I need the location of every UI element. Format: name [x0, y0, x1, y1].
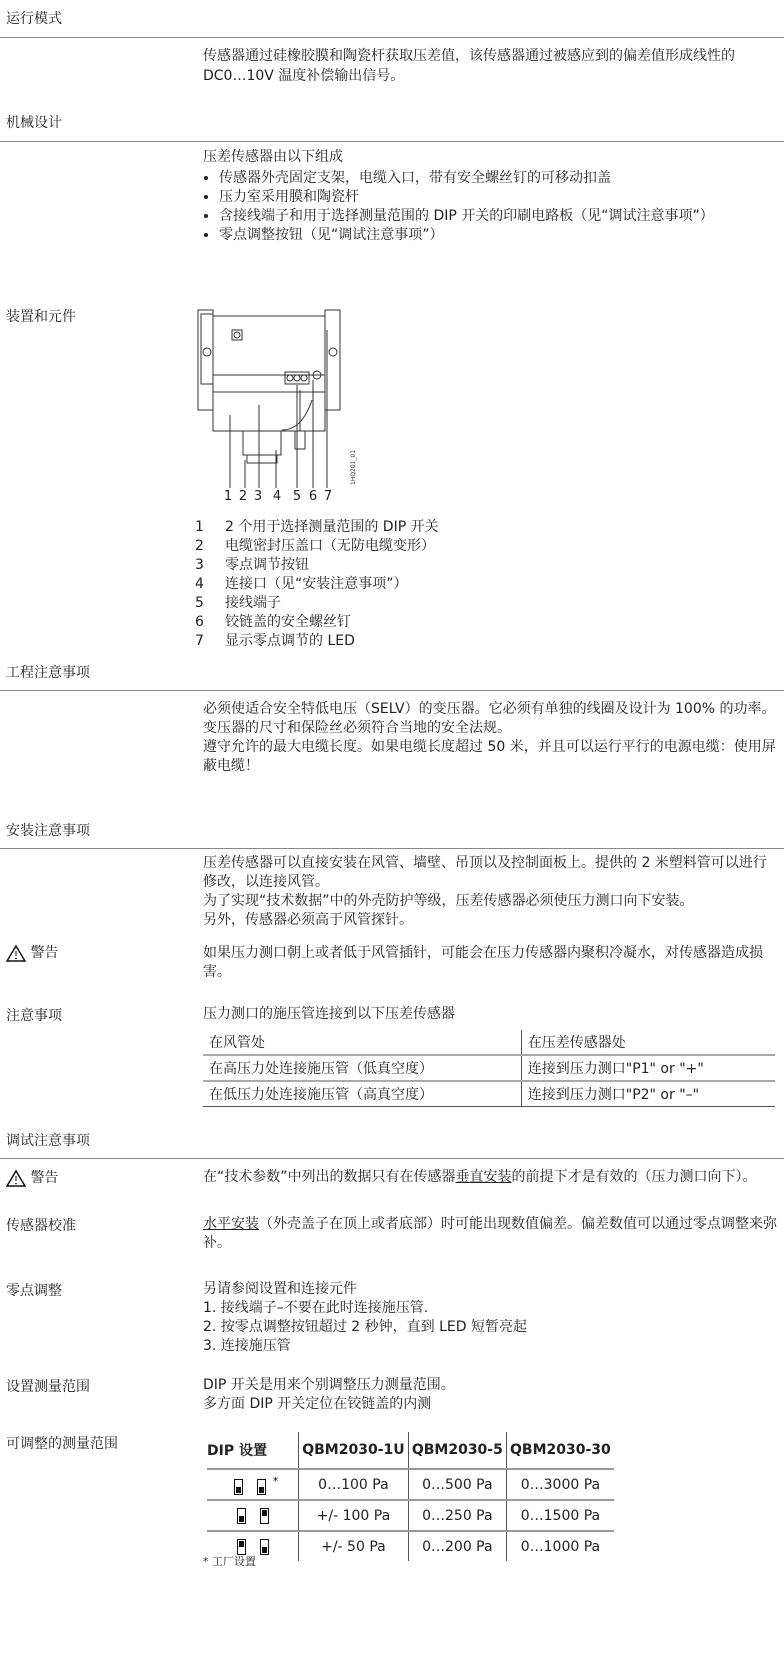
mounting-note-text: 压力测口的施压管连接到以下压差传感器	[203, 1006, 455, 1022]
footnote: * 工厂设置	[203, 1555, 256, 1568]
range-label: 设置测量范围	[6, 1379, 90, 1395]
header-cell: QBM2030-30	[506, 1432, 614, 1469]
mounting-content	[203, 854, 778, 930]
zero-step: 3. 连接施压管	[203, 1338, 291, 1354]
dip-switch-down-icon	[234, 1479, 243, 1495]
device-diagram	[190, 300, 370, 505]
connection-table	[203, 1030, 775, 1107]
callout-6: 6	[308, 489, 318, 504]
cell: 0…1000 Pa	[506, 1531, 614, 1561]
legend-item: 2 电缆密封压盖口（无防电缆变形）	[195, 538, 435, 554]
zero-step: 2. 按零点调整按钮超过 2 秒钟，直到 LED 短暂亮起	[203, 1319, 527, 1335]
divider	[0, 1158, 784, 1159]
cell: 0…200 Pa	[408, 1531, 506, 1561]
adjustable-range-label: 可调整的测量范围	[6, 1436, 118, 1452]
list-item: • 含接线端子和用于选择测量范围的 DIP 开关的印刷电路板（见“调试注意事项”）	[219, 207, 739, 226]
mounting-warning-text: 如果压力测口朝上或者低于风管插针，可能会在压力传感器内聚积冷凝水，对传感器造成损害。	[203, 945, 763, 980]
mounting-p3: 另外，传感器必须高于风管探针。	[203, 912, 413, 928]
legend-item: 4 连接口（见“安装注意事项”）	[195, 576, 408, 592]
table-header-row	[203, 1030, 775, 1055]
table-row	[203, 1055, 775, 1081]
components-label: 装置和元件	[6, 309, 76, 325]
cell: +/- 50 Pa	[299, 1531, 409, 1561]
header-cell: QBM2030-1U	[299, 1432, 409, 1469]
mechanical-list	[203, 169, 778, 245]
section-title-mechanical: 机械设计	[6, 115, 62, 131]
legend-item: 7 显示零点调节的 LED	[195, 633, 355, 649]
header-cell: 在风管处	[203, 1030, 521, 1055]
cell: 0…500 Pa	[408, 1469, 506, 1500]
zero-label: 零点调整	[6, 1283, 62, 1299]
section-title-mounting: 安装注意事项	[6, 823, 90, 839]
range-p2: 多方面 DIP 开关定位在铰链盖的内测	[203, 1396, 432, 1412]
callout-1: 1	[223, 489, 233, 504]
section-title-operation: 运行模式	[6, 11, 62, 27]
mounting-p1: 压差传感器可以直接安装在风管、墙壁、吊顶以及控制面板上。提供的 2 米塑料管可以进行修改，以连接风管。	[203, 855, 767, 890]
commissioning-warning-label: 警告	[6, 1167, 58, 1187]
divider	[0, 848, 784, 849]
dip-switch-up-icon	[260, 1508, 269, 1524]
list-item: • 传感器外壳固定支架，电缆入口，带有安全螺丝钉的可移动扣盖	[219, 169, 778, 188]
dip-switch-down-icon	[257, 1479, 266, 1495]
zero-intro: 另请参阅设置和连接元件	[203, 1281, 357, 1297]
mounting-warning-label: 警告	[6, 942, 58, 962]
dip-switch-down-icon	[237, 1508, 246, 1524]
legend-item: 1 2 个用于选择测量范围的 DIP 开关	[195, 519, 439, 535]
legend-item: 3 零点调节按钮	[195, 557, 309, 573]
mounting-note-label: 注意事项	[6, 1008, 62, 1024]
table-header-row	[207, 1432, 614, 1469]
legend-item: 6 铰链盖的安全螺丝钉	[195, 614, 351, 630]
zero-step: 1. 接线端子–不要在此时连接施压管.	[203, 1300, 429, 1316]
cell: +/- 100 Pa	[299, 1500, 409, 1531]
zero-content	[203, 1280, 778, 1356]
divider	[0, 141, 784, 142]
cell: 0…250 Pa	[408, 1500, 506, 1531]
calibration-text: 水平安装（外壳盖子在顶上或者底部）时可能出现数值偏差。偏差数值可以通过零点调整来弥补。	[203, 1216, 777, 1251]
divider	[0, 37, 784, 38]
dip-switch-down-icon	[260, 1539, 269, 1555]
callout-2: 2	[238, 489, 248, 504]
header-cell: DIP 设置	[207, 1443, 267, 1459]
callout-4: 4	[272, 489, 282, 504]
cell: 在低压力处连接施压管（高真空度）	[203, 1081, 521, 1107]
warning-icon	[6, 944, 26, 962]
engineering-content	[203, 700, 778, 776]
header-cell: QBM2030-5	[408, 1432, 506, 1469]
component-legend	[195, 518, 770, 651]
callout-5: 5	[292, 489, 302, 504]
header-cell: 在压差传感器处	[521, 1030, 775, 1055]
list-item: • 压力室采用膜和陶瓷杆	[219, 188, 778, 207]
engineering-p2: 遵守允许的最大电缆长度。如果电缆长度超过 50 米，并且可以运行平行的电源电缆：使用屏蔽电缆！	[203, 739, 776, 774]
table-row	[207, 1531, 614, 1561]
cell: 连接到压力测口"P1" or "+"	[521, 1055, 775, 1081]
dip-range-table	[207, 1432, 614, 1561]
engineering-p1: 必须使适合安全特低电压（SELV）的变压器。它必须有单独的线圈及设计为 100% 的功率。变压器的尺寸和保险丝必须符合当地的安全法规。	[203, 701, 776, 736]
section-title-commissioning: 调试注意事项	[6, 1133, 90, 1149]
callout-7: 7	[323, 489, 333, 504]
operation-text: 传感器通过硅橡胶膜和陶瓷杆获取压差值，该传感器通过被感应到的偏差值形成线性的 DC0…10V 温度补偿输出信号。	[203, 48, 735, 84]
list-item: • 零点调整按钮（见“调试注意事项”）	[219, 226, 778, 245]
cell: 在高压力处连接施压管（低真空度）	[203, 1055, 521, 1081]
table-row	[203, 1081, 775, 1107]
figure-id: 1HQ201_01	[350, 449, 357, 485]
mechanical-content	[203, 148, 778, 245]
dip-setting	[207, 1500, 299, 1531]
cell: 0…1500 Pa	[506, 1500, 614, 1531]
section-title-engineering: 工程注意事项	[6, 665, 90, 681]
table-row	[207, 1469, 614, 1500]
cell: 0…3000 Pa	[506, 1469, 614, 1500]
table-row	[207, 1500, 614, 1531]
cell: 0…100 Pa	[299, 1469, 409, 1500]
range-content	[203, 1376, 778, 1414]
commissioning-warning-text: 在“技术参数”中列出的数据只有在传感器垂直安装的前提下才是有效的（压力测口向下）。	[203, 1169, 757, 1185]
callout-3: 3	[253, 489, 263, 504]
mechanical-intro: 压差传感器由以下组成	[203, 149, 343, 165]
calibration-label: 传感器校准	[6, 1218, 76, 1234]
dip-setting: *	[207, 1469, 299, 1500]
range-p1: DIP 开关是用来个别调整压力测量范围。	[203, 1377, 455, 1393]
legend-item: 5 接线端子	[195, 595, 281, 611]
warning-icon	[6, 1169, 26, 1187]
divider	[0, 690, 784, 691]
mounting-p2: 为了实现“技术数据”中的外壳防护等级，压差传感器必须使压力测口向下安装。	[203, 893, 694, 909]
cell: 连接到压力测口"P2" or "–"	[521, 1081, 775, 1107]
